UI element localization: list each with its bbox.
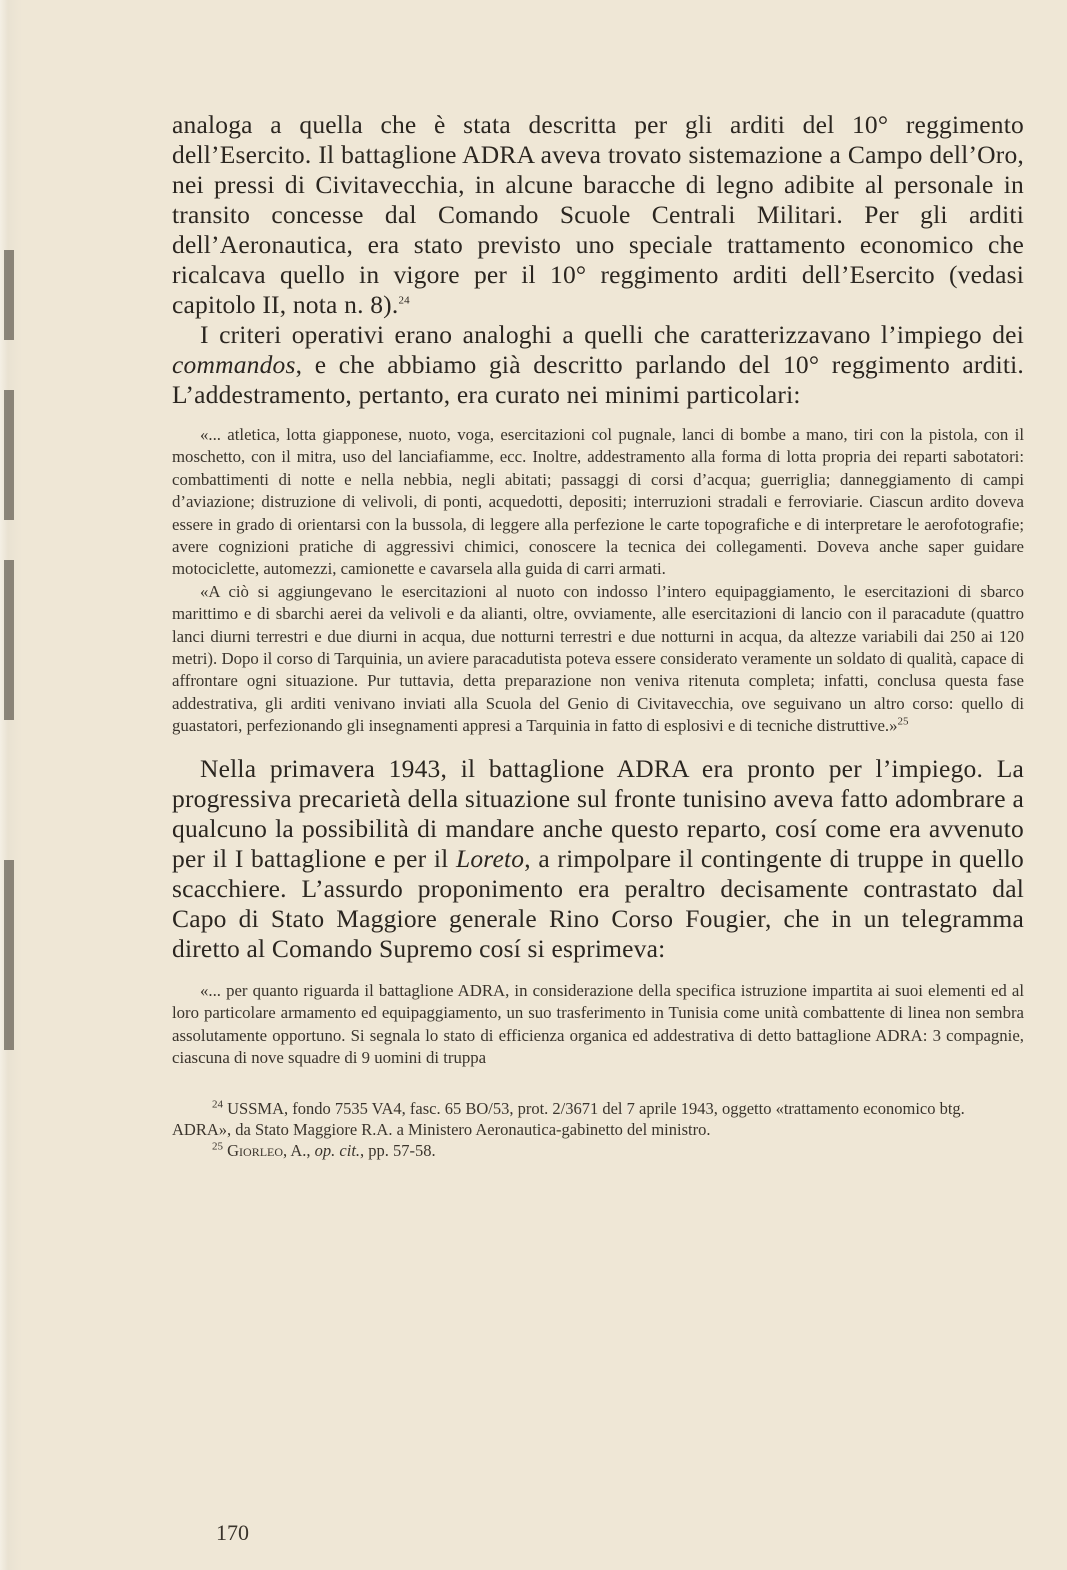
paragraph-2-text-b: , e che abbiamo già descritto parlando del 10° reggimento arditi. L’addestramento, pertanto, era curato nei minimi particolari: xyxy=(172,350,1024,409)
footnote-ref-24[interactable]: 24 xyxy=(398,294,410,307)
footnote-24 xyxy=(172,1099,1024,1140)
scan-binding-mark xyxy=(4,860,14,1050)
page-number: 170 xyxy=(216,1520,249,1545)
paragraph-1-text: analoga a quella che è stata descritta per gli arditi del 10° reggimento dell’Esercito. Il battaglione ADRA aveva trovato sistemazione a Campo dell’Oro, nei pressi di Civitavecchia, in alcune baracche di legno adibite al personale in transito concesse dal Comando Scuole Centrali Militari. Per gli arditi dell’Aeronautica, era stato previsto uno speciale trattamento economico che ricalcava quello in vigore per il 10° reggimento arditi dell’Esercito (vedasi capitolo II, nota n. 8). xyxy=(172,110,1024,319)
paragraph-1 xyxy=(172,110,1024,320)
paragraph-3-emphasis: Loreto xyxy=(455,843,525,873)
paragraph-3-text-b: , a rimpolpare il contingente di truppe in quello scacchiere. L’assurdo proponimento era peraltro decisamente contrastato dal Capo di Stato Maggiore generale Rino Corso Fougier, che in un telegramma diretto al Comando Supremo cosí si esprimeva: xyxy=(172,843,1024,963)
paragraph-2 xyxy=(172,320,1024,410)
page-content xyxy=(172,110,1024,1161)
footnote-25-pages: , pp. 57-58. xyxy=(360,1140,436,1160)
scan-edge xyxy=(0,0,22,1570)
footnote-25 xyxy=(172,1141,1024,1162)
paragraph-2-emphasis: commandos xyxy=(172,350,296,379)
quote-1-paragraph-2-text: «A ciò si aggiungevano le esercitazioni al nuoto con indosso l’intero equipaggiamento, le esercitazioni di sbarco marittimo e di sbarchi aerei da velivoli e da alianti, oltre, ovviamente, alle esercitazioni di lancio con il paracadute (quattro lanci diurni terrestri e due diurni in acqua, due notturni terrestri e due notturni in acqua, da altezze variabili dai 250 ai 120 metri). Dopo il corso di Tarquinia, un aviere paracadutista poteva essere considerato veramente un soldato di qualità, capace di affrontare ogni situazione. Pur tuttavia, detta preparazione non veniva ritenuta completa; infatti, conclusa questa fase addestrativa, gli arditi venivano inviati alla Scuola del Genio di Civitavecchia, ove seguivano un altro corso: quello di guastatori, perfezionando gli insegnamenti appresi a Tarquinia in fatto di esplosivi e di tecniche distruttive.» xyxy=(172,581,1024,736)
footnote-25-author: Giorleo, A., xyxy=(227,1140,311,1160)
footnote-24-mark: 24 xyxy=(212,1098,223,1111)
footnote-25-op-cit: op. cit. xyxy=(314,1140,361,1160)
quote-1-paragraph-2 xyxy=(172,581,1024,738)
footnote-ref-25[interactable]: 25 xyxy=(897,715,909,728)
scan-binding-mark xyxy=(4,560,14,720)
scan-binding-mark xyxy=(4,250,14,340)
paragraph-3-text-a: Nella primavera 1943, il battaglione ADRA era pronto per l’impiego. La progressiva precarietà della situazione sul fronte tunisino aveva fatto adombrare a qualcuno la possibilità di mandare anche questo reparto, cosí come era avvenuto per il I battaglione e per il xyxy=(172,753,1024,873)
scan-binding-mark xyxy=(4,390,14,520)
quote-1-paragraph-1: «... atletica, lotta giapponese, nuoto, voga, esercitazioni col pugnale, lanci di bombe a mano, tiri con la pistola, con il moschetto, con il mitra, uso del lanciafiamme, ecc. Inoltre, addestramento alla forma di lotta propria dei reparti sabotatori: combattimenti di notte e nella nebbia, negli abitati; passaggi di corsi d’acqua; guerriglia; danneggiamento di campi d’aviazione; distruzione di velivoli, di ponti, acquedotti, depositi; interruzioni stradali e ferroviarie. Ciascun ardito doveva essere in grado di orientarsi con la bussola, di leggere alla perfezione le carte topografiche e di interpretare le aerofotografie; avere cognizioni pratiche di aggressivi chimici, conoscere la tecnica dei collegamenti. Doveva anche saper guidare motociclette, automezzi, camionette e cavarsela alla guida di carri armati. xyxy=(172,425,1024,579)
footnote-24-text: USSMA, fondo 7535 VA4, fasc. 65 BO/53, prot. 2/3671 del 7 aprile 1943, oggetto «trattamento economico btg. ADRA», da Stato Maggiore R.A. a Ministero Aeronautica-gabinetto del ministro. xyxy=(172,1099,965,1139)
footnote-25-mark: 25 xyxy=(212,1140,223,1152)
paragraph-2-text-a: I criteri operativi erano analoghi a quelli che caratterizzavano l’impiego dei xyxy=(200,320,1024,349)
paragraph-3 xyxy=(172,754,1024,964)
quote-2: «... per quanto riguarda il battaglione ADRA, in considerazione della specifica istruzione impartita ai suoi elementi ed al loro particolare armamento ed equipaggiamento, un suo trasferimento in Tunisia come unità combattente di linea non sembra assolutamente opportuno. Si segnala lo stato di efficienza organica ed addestrativa di detto battaglione ADRA: 3 compagnie, ciascuna di nove squadre di 9 uomini di truppa xyxy=(172,980,1024,1067)
